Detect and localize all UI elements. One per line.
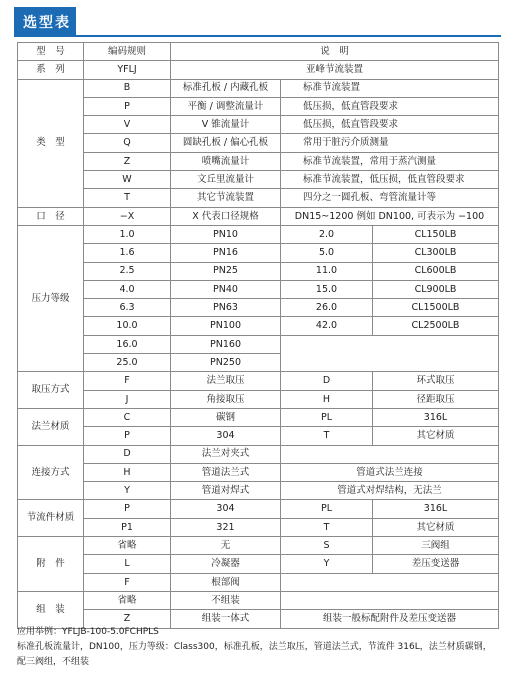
table-row xyxy=(18,299,499,317)
type-code: T xyxy=(84,189,171,207)
type-name: 文丘里流量计 xyxy=(171,171,281,189)
element-material-label: 节流件材质 xyxy=(18,500,84,537)
connection-code: Y xyxy=(84,482,171,500)
type-code: Z xyxy=(84,152,171,170)
pressure-empty-cell xyxy=(281,335,499,372)
table-row xyxy=(18,445,499,463)
pressure-pn: PN100 xyxy=(171,317,281,335)
type-code: B xyxy=(84,79,171,97)
tapping-label: 取压方式 xyxy=(18,372,84,409)
desc-header: 说 明 xyxy=(171,43,499,61)
assembly-name: 组装一体式 xyxy=(171,610,281,628)
flange-material-code2: PL xyxy=(281,408,373,426)
type-name: 标准孔板 / 内藏孔板 xyxy=(171,79,281,97)
flange-material-name2: 316L xyxy=(373,408,499,426)
section-title-tab xyxy=(14,7,76,37)
assembly-desc xyxy=(281,591,499,609)
type-code: V xyxy=(84,116,171,134)
connection-code: D xyxy=(84,445,171,463)
element-material-code: P1 xyxy=(84,518,171,536)
pressure-pn: PN63 xyxy=(171,299,281,317)
pressure-code: 4.0 xyxy=(84,280,171,298)
accessories-code2: S xyxy=(281,537,373,555)
pressure-pn: PN160 xyxy=(171,335,281,353)
table-row xyxy=(18,79,499,97)
pressure-pn: PN16 xyxy=(171,244,281,262)
pressure-code2: 2.0 xyxy=(281,225,373,243)
pressure-code2: 11.0 xyxy=(281,262,373,280)
tapping-code: F xyxy=(84,372,171,390)
pressure-code2: 26.0 xyxy=(281,299,373,317)
flange-material-code2: T xyxy=(281,427,373,445)
table-row xyxy=(18,134,499,152)
accessories-code: L xyxy=(84,555,171,573)
pressure-class: CL600LB xyxy=(373,262,499,280)
type-name: 喷嘴流量计 xyxy=(171,152,281,170)
type-code: W xyxy=(84,171,171,189)
element-material-code2: T xyxy=(281,518,373,536)
type-name: 圆缺孔板 / 偏心孔板 xyxy=(171,134,281,152)
pressure-class: CL2500LB xyxy=(373,317,499,335)
diameter-label: 口 径 xyxy=(18,207,84,225)
type-code: P xyxy=(84,97,171,115)
accessories-name2: 差压变送器 xyxy=(373,555,499,573)
assembly-desc: 组装一般标配附件及差压变送器 xyxy=(281,610,499,628)
table-row xyxy=(18,390,499,408)
connection-name: 管道法兰式 xyxy=(171,463,281,481)
table-row xyxy=(18,463,499,481)
table-header-row xyxy=(18,43,499,61)
pressure-class: CL150LB xyxy=(373,225,499,243)
table-row xyxy=(18,244,499,262)
accessories-code: F xyxy=(84,573,171,591)
type-code: Q xyxy=(84,134,171,152)
pressure-code: 25.0 xyxy=(84,354,171,372)
section-header xyxy=(14,7,501,37)
accessories-empty-cell xyxy=(281,573,499,591)
table-row xyxy=(18,152,499,170)
application-example xyxy=(17,625,502,670)
table-row xyxy=(18,518,499,536)
pressure-code: 10.0 xyxy=(84,317,171,335)
table-row xyxy=(18,372,499,390)
pressure-code: 2.5 xyxy=(84,262,171,280)
connection-desc: 管道式法兰连接 xyxy=(281,463,499,481)
flange-material-code: C xyxy=(84,408,171,426)
flange-material-code: P xyxy=(84,427,171,445)
table-row xyxy=(18,573,499,591)
table-row xyxy=(18,427,499,445)
tapping-code2: D xyxy=(281,372,373,390)
pressure-pn: PN40 xyxy=(171,280,281,298)
table-row xyxy=(18,482,499,500)
type-desc: 标准节流装置，常用于蒸汽测量 xyxy=(281,152,499,170)
tapping-name: 法兰取压 xyxy=(171,372,281,390)
table-row xyxy=(18,171,499,189)
element-material-name2: 316L xyxy=(373,500,499,518)
pressure-code2: 42.0 xyxy=(281,317,373,335)
tapping-name2: 径距取压 xyxy=(373,390,499,408)
element-material-name: 304 xyxy=(171,500,281,518)
pressure-class: CL900LB xyxy=(373,280,499,298)
pressure-code: 1.0 xyxy=(84,225,171,243)
table-row xyxy=(18,225,499,243)
selection-table xyxy=(17,42,499,629)
diameter-name: X 代表口径规格 xyxy=(171,207,281,225)
accessories-name: 根部阀 xyxy=(171,573,281,591)
header-underline xyxy=(14,35,501,37)
pressure-code2: 15.0 xyxy=(281,280,373,298)
connection-desc xyxy=(281,445,499,463)
table-row xyxy=(18,97,499,115)
type-name: V 锥流量计 xyxy=(171,116,281,134)
code-header: 编码规则 xyxy=(84,43,171,61)
connection-desc: 管道式对焊结构，无法兰 xyxy=(281,482,499,500)
type-desc: 标准节流装置，低压损，低直管段要求 xyxy=(281,171,499,189)
diameter-desc: DN15~1200 例如 DN100, 可表示为 −100 xyxy=(281,207,499,225)
connection-name: 法兰对夹式 xyxy=(171,445,281,463)
diameter-code: −X xyxy=(84,207,171,225)
series-row xyxy=(18,61,499,79)
tapping-code: J xyxy=(84,390,171,408)
connection-name: 管道对焊式 xyxy=(171,482,281,500)
type-desc: 低压损，低直管段要求 xyxy=(281,97,499,115)
connection-code: H xyxy=(84,463,171,481)
flange-material-label: 法兰材质 xyxy=(18,408,84,445)
table-row xyxy=(18,555,499,573)
type-name: 平衡 / 调整流量计 xyxy=(171,97,281,115)
element-material-name: 321 xyxy=(171,518,281,536)
assembly-label: 组 装 xyxy=(18,591,84,628)
type-desc: 四分之一圆孔板、弯管流量计等 xyxy=(281,189,499,207)
example-code: 应用举例：YFLJB-100-5.0FCHPLS xyxy=(17,627,159,637)
series-desc: 亚峰节流装置 xyxy=(171,61,499,79)
table-row xyxy=(18,500,499,518)
series-label: 系 列 xyxy=(18,61,84,79)
pressure-code2: 5.0 xyxy=(281,244,373,262)
element-material-code: P xyxy=(84,500,171,518)
type-label: 类 型 xyxy=(18,79,84,207)
element-material-code2: PL xyxy=(281,500,373,518)
table-row xyxy=(18,262,499,280)
accessories-code: 省略 xyxy=(84,537,171,555)
table-row xyxy=(18,537,499,555)
table-row xyxy=(18,335,499,353)
accessories-name: 冷凝器 xyxy=(171,555,281,573)
accessories-name2: 三阀组 xyxy=(373,537,499,555)
tapping-name2: 环式取压 xyxy=(373,372,499,390)
assembly-name: 不组装 xyxy=(171,591,281,609)
accessories-name: 无 xyxy=(171,537,281,555)
series-code: YFLJ xyxy=(84,61,171,79)
flange-material-name2: 其它材质 xyxy=(373,427,499,445)
type-desc: 标准节流装置 xyxy=(281,79,499,97)
pressure-code: 1.6 xyxy=(84,244,171,262)
table-row xyxy=(18,317,499,335)
tapping-name: 角接取压 xyxy=(171,390,281,408)
example-description-cont: 配三阀组，不组装 xyxy=(17,657,90,667)
pressure-class: CL1500LB xyxy=(373,299,499,317)
table-row xyxy=(18,280,499,298)
flange-material-name: 304 xyxy=(171,427,281,445)
accessories-label: 附 件 xyxy=(18,537,84,592)
pressure-label: 压力等级 xyxy=(18,225,84,371)
table-row xyxy=(18,591,499,609)
tapping-code2: H xyxy=(281,390,373,408)
pressure-class: CL300LB xyxy=(373,244,499,262)
table-row xyxy=(18,408,499,426)
pressure-pn: PN250 xyxy=(171,354,281,372)
table-row xyxy=(18,189,499,207)
assembly-code: Z xyxy=(84,610,171,628)
connection-label: 连接方式 xyxy=(18,445,84,500)
accessories-code2: Y xyxy=(281,555,373,573)
flange-material-name: 碳钢 xyxy=(171,408,281,426)
type-desc: 低压损，低直管段要求 xyxy=(281,116,499,134)
example-description: 标准孔板流量计，DN100，压力等级：Class300，标准孔板，法兰取压，管道法兰式，节流件 316L，法兰材质碳钢， xyxy=(17,642,492,652)
pressure-code: 16.0 xyxy=(84,335,171,353)
assembly-code: 省略 xyxy=(84,591,171,609)
element-material-name2: 其它材质 xyxy=(373,518,499,536)
type-desc: 常用于脏污介质测量 xyxy=(281,134,499,152)
pressure-code: 6.3 xyxy=(84,299,171,317)
diameter-row xyxy=(18,207,499,225)
table-row xyxy=(18,116,499,134)
pressure-pn: PN10 xyxy=(171,225,281,243)
type-name: 其它节流装置 xyxy=(171,189,281,207)
pressure-pn: PN25 xyxy=(171,262,281,280)
section-title: 选型表 xyxy=(23,15,71,31)
model-header: 型 号 xyxy=(18,43,84,61)
